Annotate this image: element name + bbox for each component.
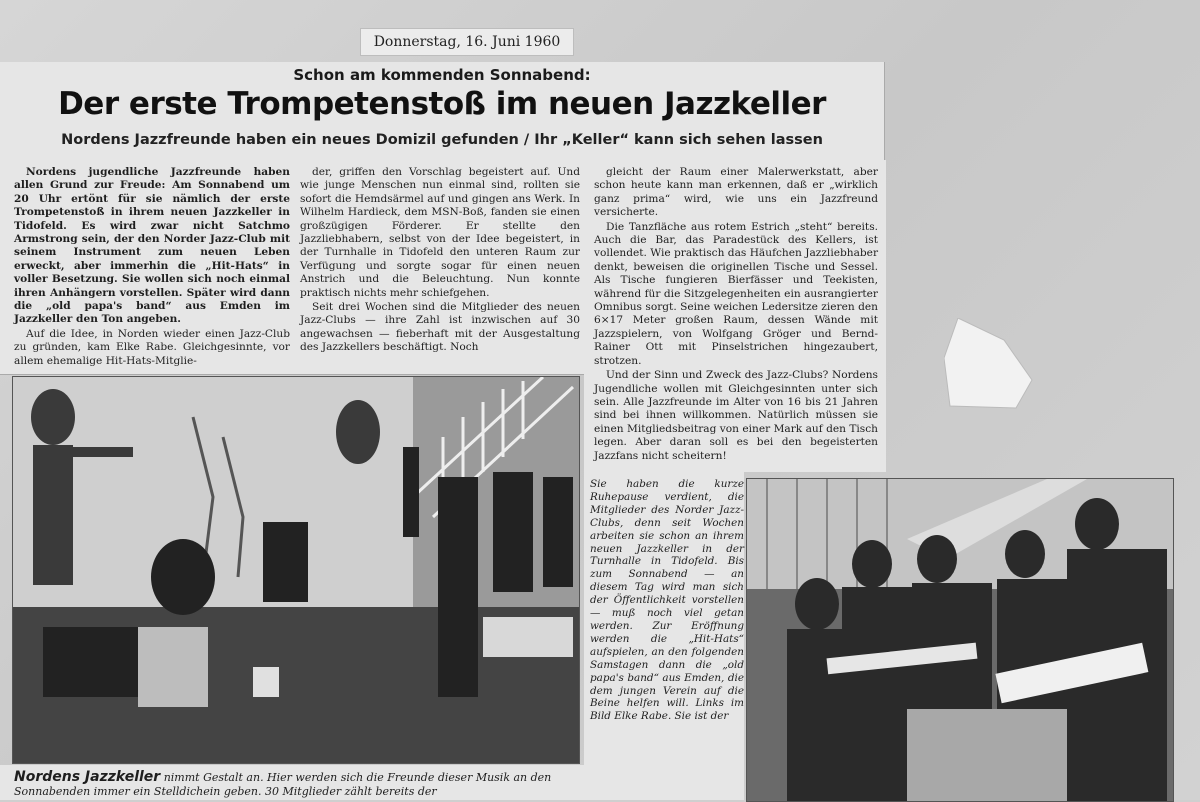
paper-scrap xyxy=(944,318,1034,410)
paragraph: Seit drei Wochen sind die Mitglieder des neuen Jazz-Clubs — ihre Zahl ist inzwischen auf 30 angewachsen — fieberhaft mit der Ausgestaltung des Jazzkellers beschäftigt. Noch xyxy=(300,301,580,354)
photo-caption-bottom xyxy=(14,770,580,799)
article-column-3 xyxy=(594,166,878,464)
article-kicker: Schon am kommenden Sonnabend: xyxy=(293,66,591,84)
photo-jazz-cellar-image xyxy=(13,377,579,763)
photo-caption-right: Sie haben die kurze Ruhepause verdient, die Mitglieder des Norder Jazz-Clubs, denn seit Wochen arbeiten sie schon an ihrem neuen Jazzkeller in der Turnhalle in Tidofeld. Bis zum Sonnabend — an diesem Tag wird man sich der Öffentlichkeit vorstellen — muß noch viel getan werden. Zur Eröffnung werden die „Hit-Hats“ aufspielen, an den folgenden Samstagen dann die „old papa's band“ aus Emden, die dem jungen Verein auf die Beine helfen will. Links im Bild Elke Rabe. Sie ist der xyxy=(590,478,744,723)
caption-text: nimmt Gestalt an. Hier werden sich die Freunde dieser Musik an den Sonnabenden immer ein Stelldichein geben. 30 Mitglieder zählt bereits der xyxy=(14,771,552,798)
paragraph: der, griffen den Vorschlag begeistert auf. Und wie junge Menschen nun einmal sind, rollten sie sofort die Hemdsärmel auf und gingen ans Werk. In Wilhelm Hardieck, dem MSN-Boß, fanden sie einen großzügigen Förderer. Er stellte den Jazzliebhabern, selbst von der Idee begeistert, in der Turnhalle in Tidofeld den unteren Raum zur Verfügung und sorgte sogar für einen neuen Anstrich und die Beleuchtung. Nun konnte praktisch nichts mehr schiefgehen. xyxy=(300,166,580,299)
photo-jazz-cellar xyxy=(12,376,580,764)
caption-lead: Nordens Jazzkeller xyxy=(14,769,161,785)
paragraph: Auf die Idee, in Norden wieder einen Jazz-Club zu gründen, kam Elke Rabe. Gleichgesinnte, vor allem ehemalige Hit-Hats-Mitglie- xyxy=(14,327,290,367)
paragraph: gleicht der Raum einer Malerwerkstatt, aber schon heute kann man erkennen, daß er „wirklich ganz prima“ wird, wie uns ein Jazzfreund versicherte. xyxy=(594,166,878,219)
article-column-1 xyxy=(14,166,290,369)
photo-club-members xyxy=(746,478,1174,802)
photo-club-members-image xyxy=(747,479,1173,801)
date-line: Donnerstag, 16. Juni 1960 xyxy=(360,28,574,56)
article-subhead: Nordens Jazzfreunde haben ein neues Domizil gefunden / Ihr „Keller“ kann sich sehen lassen xyxy=(61,132,823,148)
paragraph: Die Tanzfläche aus rotem Estrich „steht“ bereits. Auch die Bar, das Paradestück des Kellers, ist vollendet. Wie praktisch das Häufchen Jazzliebhaber denkt, beweisen die originellen Tische und Sessel. Als Tische fungieren Bierfässer und Teekisten, während für die Sitzgelegenheiten ein ausrangierter Omnibus sorgt. Seine weichen Ledersitze zieren den 6×17 Meter großen Raum, dessen Wände mit Jazzspielern, von Wolfgang Gröger und Bernd-Rainer Ott mit Pinselstrichen hingezaubert, strotzen. xyxy=(594,220,879,367)
article-column-2 xyxy=(300,166,580,356)
paragraph: Nordens jugendliche Jazzfreunde haben allen Grund zur Freude: Am Sonnabend um 20 Uhr ertönt für sie nämlich der erste Trompetenstoß in ihrem neuen Jazzkeller in Tidofeld. Es wird zwar nicht Satchmo Armstrong sein, der den Norder Jazz-Club mit seinem Instrument zum neuen Leben erweckt, aber immerhin die „Hit-Hats“ in voller Besetzung. Sie wollen sich noch einmal ihren Anhängern vorstellen. Später wird dann die „old papa's band“ aus Emden im Jazzkeller den Ton angeben. xyxy=(14,166,290,326)
article-headline: Der erste Trompetenstoß im neuen Jazzkeller xyxy=(58,86,826,122)
paragraph: Und der Sinn und Zweck des Jazz-Clubs? Nordens Jugendliche wollen mit Gleichgesinnten unter sich sein. Alle Jazzfreunde im Alter von 16 bis 21 Jahren sind bei ihnen willkommen. Natürlich müssen sie einen Mitgliedsbeitrag von einer Mark auf den Tisch legen. Aber daran soll es bei den begeisterten Jazzfans nicht scheitern! xyxy=(594,369,878,462)
